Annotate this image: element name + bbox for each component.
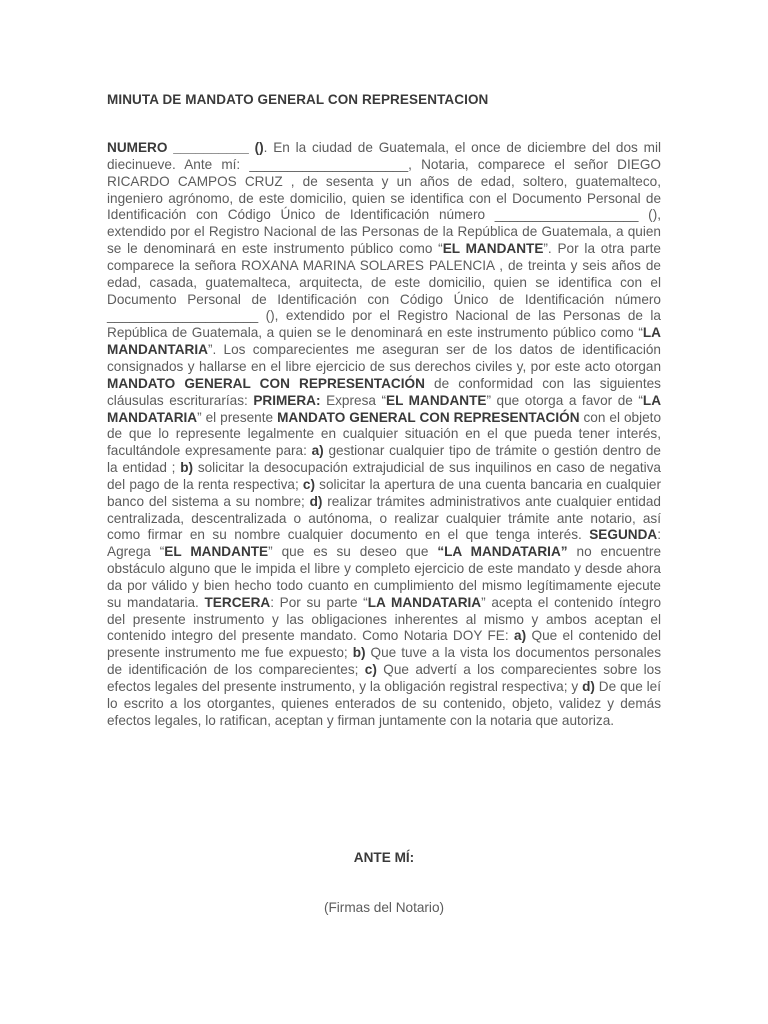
text-run: solicitar la apertura de una cuenta bancaria en cualquier banco del sistema a su nombre;: [107, 476, 661, 509]
text-run: solicitar la desocupación extrajudicial de sus inquilinos en caso de negativa del pago de la renta respectiva;: [107, 460, 661, 492]
bold-run: EL MANDANTE: [386, 392, 487, 408]
bold-run: b): [180, 460, 194, 476]
text-run: Expresa “: [320, 392, 387, 408]
bold-run: LA MANDANTARIA: [107, 325, 661, 358]
text-run: . En la ciudad de Guatemala, el once de diciembre del dos mil diecinueve. Ante mí: _____________________, Notaria, comparece el señor DIEGO RICARDO CAMPOS CRUZ , de sesenta y un años de edad, soltero, guatemalteco, ingeniero agrónomo, de este domicilio, quien se identifica con el Documento Personal de Identificación con Código Único de Identificación número ___________________ (), extendido por el Registro Nacional de las Personas de la República de Guatemala, a quien se le denominará en este instrumento público como “: [107, 140, 661, 257]
text-run: : Por su parte “: [270, 594, 368, 610]
text-run: ”. Por la otra parte comparece la señora ROXANA MARINA SOLARES PALENCIA , de treinta y seis años de edad, casada, guatemalteca, arquitecta, de este domicilio, quien se identifica con el Documento Personal de Identificación con Código Único de Identificación número ____________________ (), extendido por el Registro Nacional de las Personas de la República de Guatemala, a quien se le denominará en este instrumento público como “: [107, 241, 661, 341]
bold-run: EL MANDANTE: [442, 241, 544, 257]
text-run: gestionar cualquier tipo de trámite o gestión dentro de la entidad ;: [107, 443, 661, 476]
text-run: ” el presente: [197, 409, 278, 425]
bold-run: EL MANDANTE: [164, 544, 269, 560]
text-run: ”. Los comparecientes me aseguran ser de los datos de identificación consignados y hallarse en el libre ejercicio de sus derechos civiles y, por este acto otorgan: [107, 342, 661, 374]
bold-run: PRIMERA:: [253, 392, 321, 408]
bold-run: LA MANDATARIA: [367, 594, 482, 610]
text-run: Que advertí a los comparecientes sobre los efectos legales del presente instrumento, y la obligación registral respectiva; y: [107, 662, 662, 694]
text-run: ” que otorga a favor de “: [486, 392, 643, 408]
ante-mi-heading: ANTE MÍ:: [353, 850, 415, 865]
bold-run: a): [514, 628, 527, 644]
notary-signature-placeholder: (Firmas del Notario): [323, 900, 445, 915]
bold-run: MANDATO GENERAL CON REPRESENTACIÓN: [277, 409, 580, 425]
bold-run: LA MANDATARIA: [107, 392, 662, 425]
text-run: ” acepta el contenido íntegro del presente instrumento y las obligaciones inherentes al mismo y ambos aceptan el contenido integro del presente mandato. Como Notaria DOY FE:: [107, 594, 662, 644]
text-run: no encuentre obstáculo alguno que le impida el libre y completo ejercicio de este mandato y desde ahora da por válido y bien hecho todo cuanto en cumplimiento del mismo legítimamente ejecute su mandataria.: [107, 544, 662, 610]
bold-run: a): [311, 443, 324, 459]
text-run: De que leí lo escrito a los otorgantes, quienes enterados de su contenido, objeto, validez y demás efectos legales, lo ratifican, aceptan y firman juntamente con la notaria que autoriza.: [107, 679, 662, 728]
text-run: ” que es su deseo que: [268, 544, 438, 560]
bold-run: b): [352, 645, 366, 661]
bold-run: d): [582, 679, 595, 694]
text-run: Que el contenido del presente instrumento me fue expuesto;: [107, 628, 661, 661]
text-run: : Agrega “: [107, 527, 661, 560]
document-title: MINUTA DE MANDATO GENERAL CON REPRESENTACION: [107, 92, 489, 107]
text-run: con el objeto de que lo represente legalmente en cualquier situación en el que pueda tener interés, facultándole expresamente para:: [107, 409, 662, 459]
text-run: realizar trámites administrativos ante cualquier entidad centralizada, descentralizada o autónoma, o realizar cualquier trámite ante notario, así como firmar en su nombre cualquier documento en el que tenga interés.: [107, 493, 661, 543]
document-body: [107, 140, 661, 730]
bold-run: d): [309, 493, 323, 509]
bold-run: MANDATO GENERAL CON REPRESENTACIÓN: [107, 375, 425, 391]
bold-run: TERCERA: [204, 594, 271, 610]
bold-run: NUMERO __________ (): [107, 140, 264, 155]
text-run: de conformidad con las siguientes cláusulas escriturarías:: [107, 375, 661, 408]
bold-run: “LA MANDATARIA”: [437, 544, 568, 560]
bold-run: c): [302, 476, 315, 492]
text-run: Que tuve a la vista los documentos personales de identificación de los comparecientes;: [107, 645, 661, 678]
bold-run: c): [364, 662, 377, 678]
bold-run: SEGUNDA: [589, 527, 658, 543]
